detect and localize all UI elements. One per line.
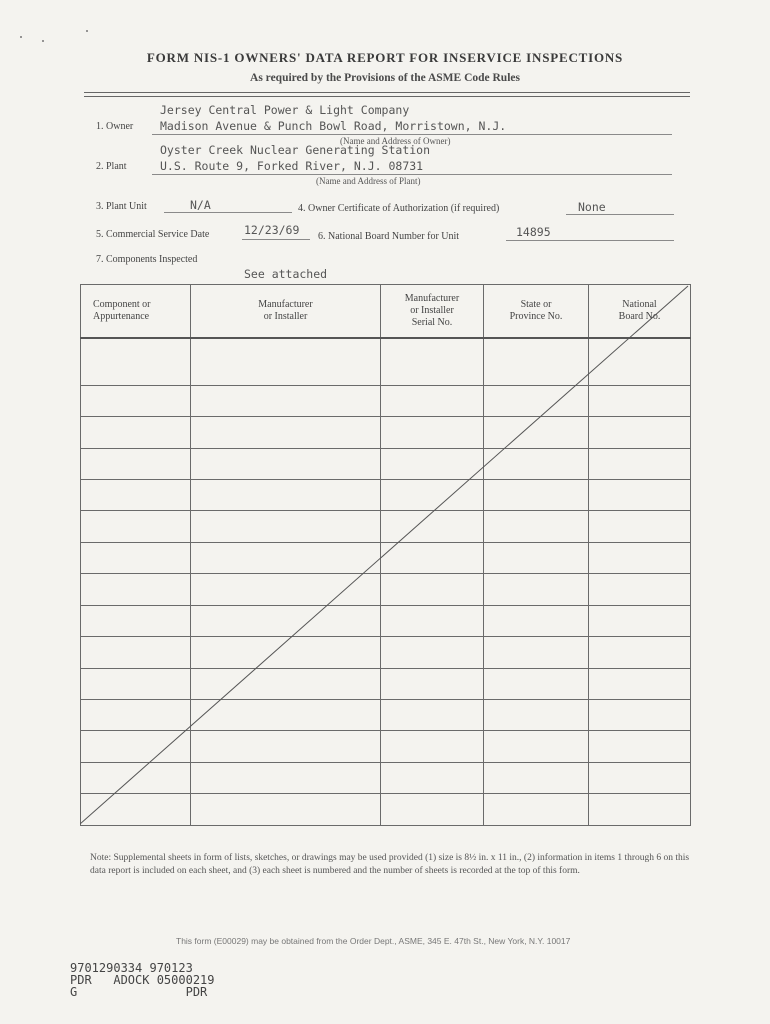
service-date-underline xyxy=(242,239,310,240)
void-diagonal-line xyxy=(80,284,690,826)
plant-address-value: U.S. Route 9, Forked River, N.J. 08731 xyxy=(160,159,424,173)
header-text: Manufacturer xyxy=(404,293,460,304)
components-value: See attached xyxy=(244,267,328,281)
cert-label: 4. Owner Certificate of Authorization (if required) xyxy=(298,203,500,214)
order-footer: This form (E00029) may be obtained from the Order Dept., ASME, 345 E. 47th St., New York, N.Y. 10017 xyxy=(176,936,571,946)
components-table xyxy=(80,284,690,826)
board-number-label: 6. National Board Number for Unit xyxy=(318,231,460,242)
owner-address-value: Madison Avenue & Punch Bowl Road, Morristown, N.J. xyxy=(160,119,507,133)
plant-name-value: Oyster Creek Nuclear Generating Station xyxy=(160,143,431,157)
header-text: Component or xyxy=(93,299,151,310)
stamp-line: PDR ADOCK 05000219 xyxy=(70,973,215,987)
service-date-value: 12/23/69 xyxy=(244,223,300,237)
cert-underline xyxy=(566,214,674,215)
document-stamp xyxy=(70,962,215,998)
header-text: or Installer xyxy=(410,305,454,316)
stamp-line: G PDR xyxy=(70,985,208,999)
components-label: 7. Components Inspected xyxy=(96,254,198,265)
plant-unit-underline xyxy=(164,212,292,213)
plant-label: 2. Plant xyxy=(96,161,127,172)
scan-speck xyxy=(86,30,88,32)
scan-speck xyxy=(20,36,22,38)
plant-underline xyxy=(152,174,672,175)
header-text: State or xyxy=(520,299,552,310)
owner-underline xyxy=(152,134,672,135)
form-title: FORM NIS-1 OWNERS' DATA REPORT FOR INSERVICE INSPECTIONS xyxy=(146,50,624,65)
header-text: or Installer xyxy=(263,311,308,322)
owner-label: 1. Owner xyxy=(96,121,134,132)
cert-value: None xyxy=(578,200,606,214)
board-number-value: 14895 xyxy=(516,225,551,239)
owner-caption: (Name and Address of Owner) xyxy=(340,136,451,146)
plant-unit-label: 3. Plant Unit xyxy=(96,201,147,212)
header-text: Manufacturer xyxy=(258,299,313,310)
supplemental-note: Note: Supplemental sheets in form of lists, sketches, or drawings may be used provided (1) size is 8½ in. x 11 in., (2) information in items 1 through 6 on this data report is included on each sheet, and (3) each sheet is numbered and the number of sheets is recorded at the top of this form. xyxy=(90,853,690,876)
board-number-underline xyxy=(506,240,674,241)
scan-speck xyxy=(42,40,44,42)
title-rule-top xyxy=(84,92,690,93)
owner-name-value: Jersey Central Power & Light Company xyxy=(160,103,410,117)
header-text: Serial No. xyxy=(411,317,453,328)
header-text: Province No. xyxy=(509,311,563,322)
stamp-line: 9701290334 970123 xyxy=(70,961,193,975)
plant-caption: (Name and Address of Plant) xyxy=(316,176,421,186)
header-text: National xyxy=(622,299,657,310)
header-text: Board No. xyxy=(618,311,661,322)
title-rule-bottom xyxy=(84,96,690,97)
header-text: Appurtenance xyxy=(93,311,150,322)
plant-unit-value: N/A xyxy=(190,198,211,212)
form-subtitle: As required by the Provisions of the ASME Code Rules xyxy=(250,72,520,84)
service-date-label: 5. Commercial Service Date xyxy=(96,229,210,240)
